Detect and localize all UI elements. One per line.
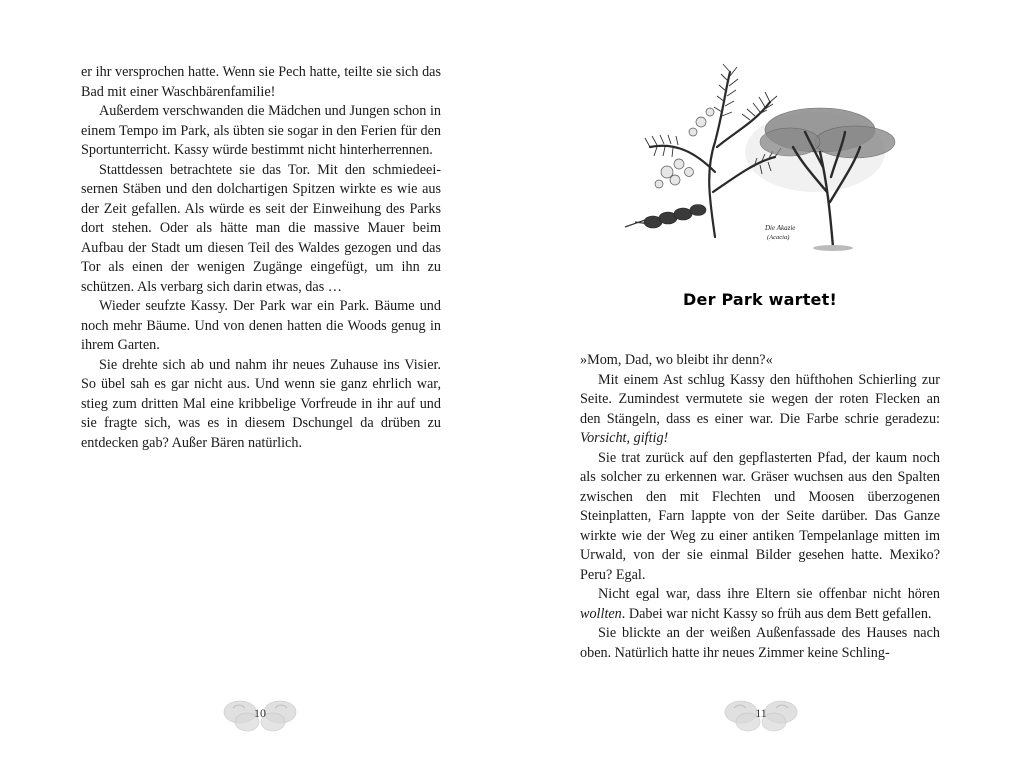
paragraph: Wieder seufzte Kassy. Der Park war ein Park. Bäume und noch mehr Bäume. Und von denen hatten die Woods genug in ihrem Garten. [81,298,441,353]
paragraph: er ihr versprochen hatte. Wenn sie Pech hatte, teilte sie sich das Bad mit einer Waschbärenfamilie! [81,64,441,100]
paragraph-text: Mit einem Ast schlug Kassy den hüfthohen Schierling zur Seite. Zumindest vermutete sie wegen der roten Flecken an den Stängeln, dass es einer war. Die Farbe schrie geradezu: [580,371,940,427]
paragraph: Sie trat zurück auf den gepflasterten Pfad, der kaum noch als solcher zu erkennen war. Gräser wuchsen aus den Spalten zwischen den mit Flechten und Moosen überzogenen Steinplatten, Farn lappte von der Seite darüber. Das Ganze wirkte wie der Weg zu einer antiken Tempelanlage mitten im Urwald, von der sie einmal Bilder gesehen hatte. Mexiko? Peru? Egal. [580,449,940,583]
acacia-tree-icon [605,52,925,252]
illustration-caption: Die Akazie [765,224,796,232]
paragraph [580,371,940,449]
paragraph [580,585,940,624]
right-page [510,0,1020,783]
left-page-text [81,63,441,453]
paragraph-text: Nicht egal war, dass ihre Eltern sie offenbar nicht hören [598,586,940,602]
italic-text: Vorsicht, giftig! [580,430,669,446]
chapter-title: Der Park wartet! [683,290,837,309]
page-number: 10 [254,706,266,720]
paragraph: »Mom, Dad, wo bleibt ihr denn?« [580,352,773,368]
italic-text: wollten [580,605,622,622]
paragraph: Sie drehte sich ab und nahm ihr neues Zuhause ins Visier. So übel sah es gar nicht aus. Und wenn sie ganz ehrlich war, stieg zum dritten Mal eine kribbelige Vorfreude in ihr auf und sie fragte sich, was es in diesem Dschungel da drüben zu entdecken gab? Außer Bären natürlich. [81,356,441,451]
illustration-caption-latin: (Acacia) [767,234,790,241]
page-number: 11 [755,706,767,720]
paragraph: Sie blickte an der weißen Außenfassade des Hauses nach oben. Natürlich hatte ihr neues Zimmer keine Schling- [580,625,940,661]
acacia-illustration [605,52,925,252]
paragraph-text: . Dabei war nicht Kassy so früh aus dem Bett gefallen. [621,605,932,622]
page-number-ornament [205,690,315,740]
paragraph: Außerdem verschwanden die Mädchen und Jungen schon in einem Tempo im Park, als übten sie sogar in den Ferien für den Sportunterricht. Kassy würde bestimmt nicht hinterherrennen. [81,103,441,158]
page-number-ornament [706,690,816,740]
paragraph: Stattdessen betrachtete sie das Tor. Mit den schmiedeeisernen Stäben und den dolchartigen Spitzen wirkte es wie aus der Zeit gefallen. Als würde es seit der Einweihung des Parks dort stehen. Oder als hätte man die massive Mauer beim Aufbau der Stadt um diesen Teil des Waldes gezogen und das Tor als einen der wenigen Zugänge eingefügt, um ihn zu schützen. Als verbarg sich darin etwas, das … [81,161,441,295]
right-page-text [580,351,940,663]
